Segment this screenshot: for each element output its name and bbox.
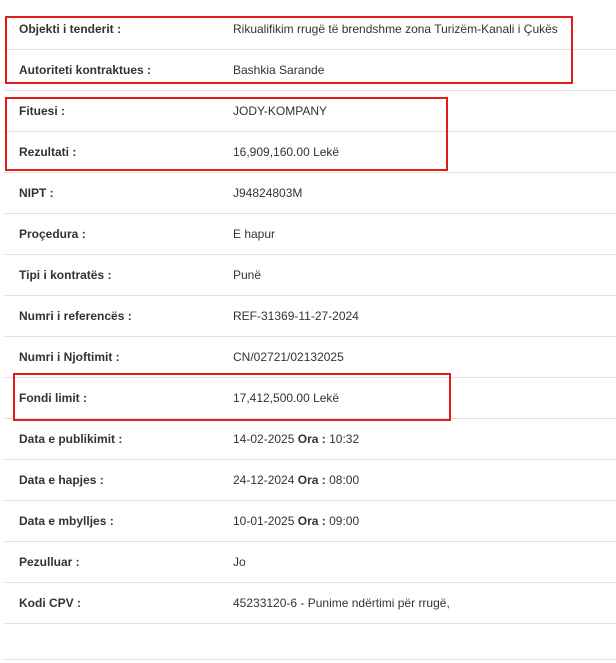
row-mbyllja [4,501,616,542]
label-njoftimi: Numri i Njoftimit : [19,350,120,364]
value-rezultati: 16,909,160.00 Lekë [233,145,340,159]
value-njoftimi: CN/02721/02132025 [233,350,344,364]
row-fituesi [4,91,616,132]
mbyllja-ora-label: Ora : [297,514,326,528]
label-fituesi: Fituesi : [19,104,66,118]
publikimi-ora-label: Ora : [297,432,326,446]
label-publikimi: Data e publikimit : [19,432,123,446]
label-nipt: NIPT : [19,186,54,200]
label-pezulluar: Pezulluar : [19,555,80,569]
value-cpv: 45233120-6 - Punime ndërtimi për rrugë, [233,596,450,610]
value-nipt: J94824803M [233,186,303,200]
row-fondi [4,378,616,419]
hapja-date: 24-12-2024 [233,473,295,487]
row-rezultati [4,132,616,173]
row-tipi [4,255,616,296]
mbyllja-date: 10-01-2025 [233,514,295,528]
value-objekti: Rikualifikim rrugë të brendshme zona Turizëm-Kanali i Çukës [233,22,558,36]
row-publikimi [4,419,616,460]
hapja-ora-label: Ora : [297,473,326,487]
label-hapja: Data e hapjes : [19,473,104,487]
label-procedura: Proçedura : [19,227,86,241]
row-hapja [4,460,616,501]
row-cpv [4,583,616,624]
value-procedura: E hapur [233,227,276,241]
value-fondi: 17,412,500.00 Lekë [233,391,340,405]
label-referenca: Numri i referencës : [19,309,132,323]
value-hapja [233,460,359,501]
label-objekti: Objekti i tenderit : [19,22,122,36]
publikimi-date: 14-02-2025 [233,432,295,446]
value-tipi: Punë [233,268,262,282]
row-referenca [4,296,616,337]
label-rezultati: Rezultati : [19,145,77,159]
value-pezulluar: Jo [233,555,246,569]
value-referenca: REF-31369-11-27-2024 [233,309,359,323]
row-objekti [4,9,616,50]
row-nipt [4,173,616,214]
value-mbyllja [233,501,359,542]
row-procedura [4,214,616,255]
row-autoriteti [4,50,616,91]
label-mbyllja: Data e mbylljes : [19,514,114,528]
mbyllja-time: 09:00 [329,514,360,528]
bottom-divider [4,659,616,660]
row-pezulluar [4,542,616,583]
value-fituesi: JODY-KOMPANY [233,104,328,118]
tender-details-table [4,9,616,624]
value-autoriteti: Bashkia Sarande [233,63,325,77]
hapja-time: 08:00 [329,473,360,487]
publikimi-time: 10:32 [329,432,360,446]
value-publikimi [233,419,359,460]
label-tipi: Tipi i kontratës : [19,268,112,282]
label-autoriteti: Autoriteti kontraktues : [19,63,152,77]
label-cpv: Kodi CPV : [19,596,81,610]
label-fondi: Fondi limit : [19,391,87,405]
row-njoftimi [4,337,616,378]
